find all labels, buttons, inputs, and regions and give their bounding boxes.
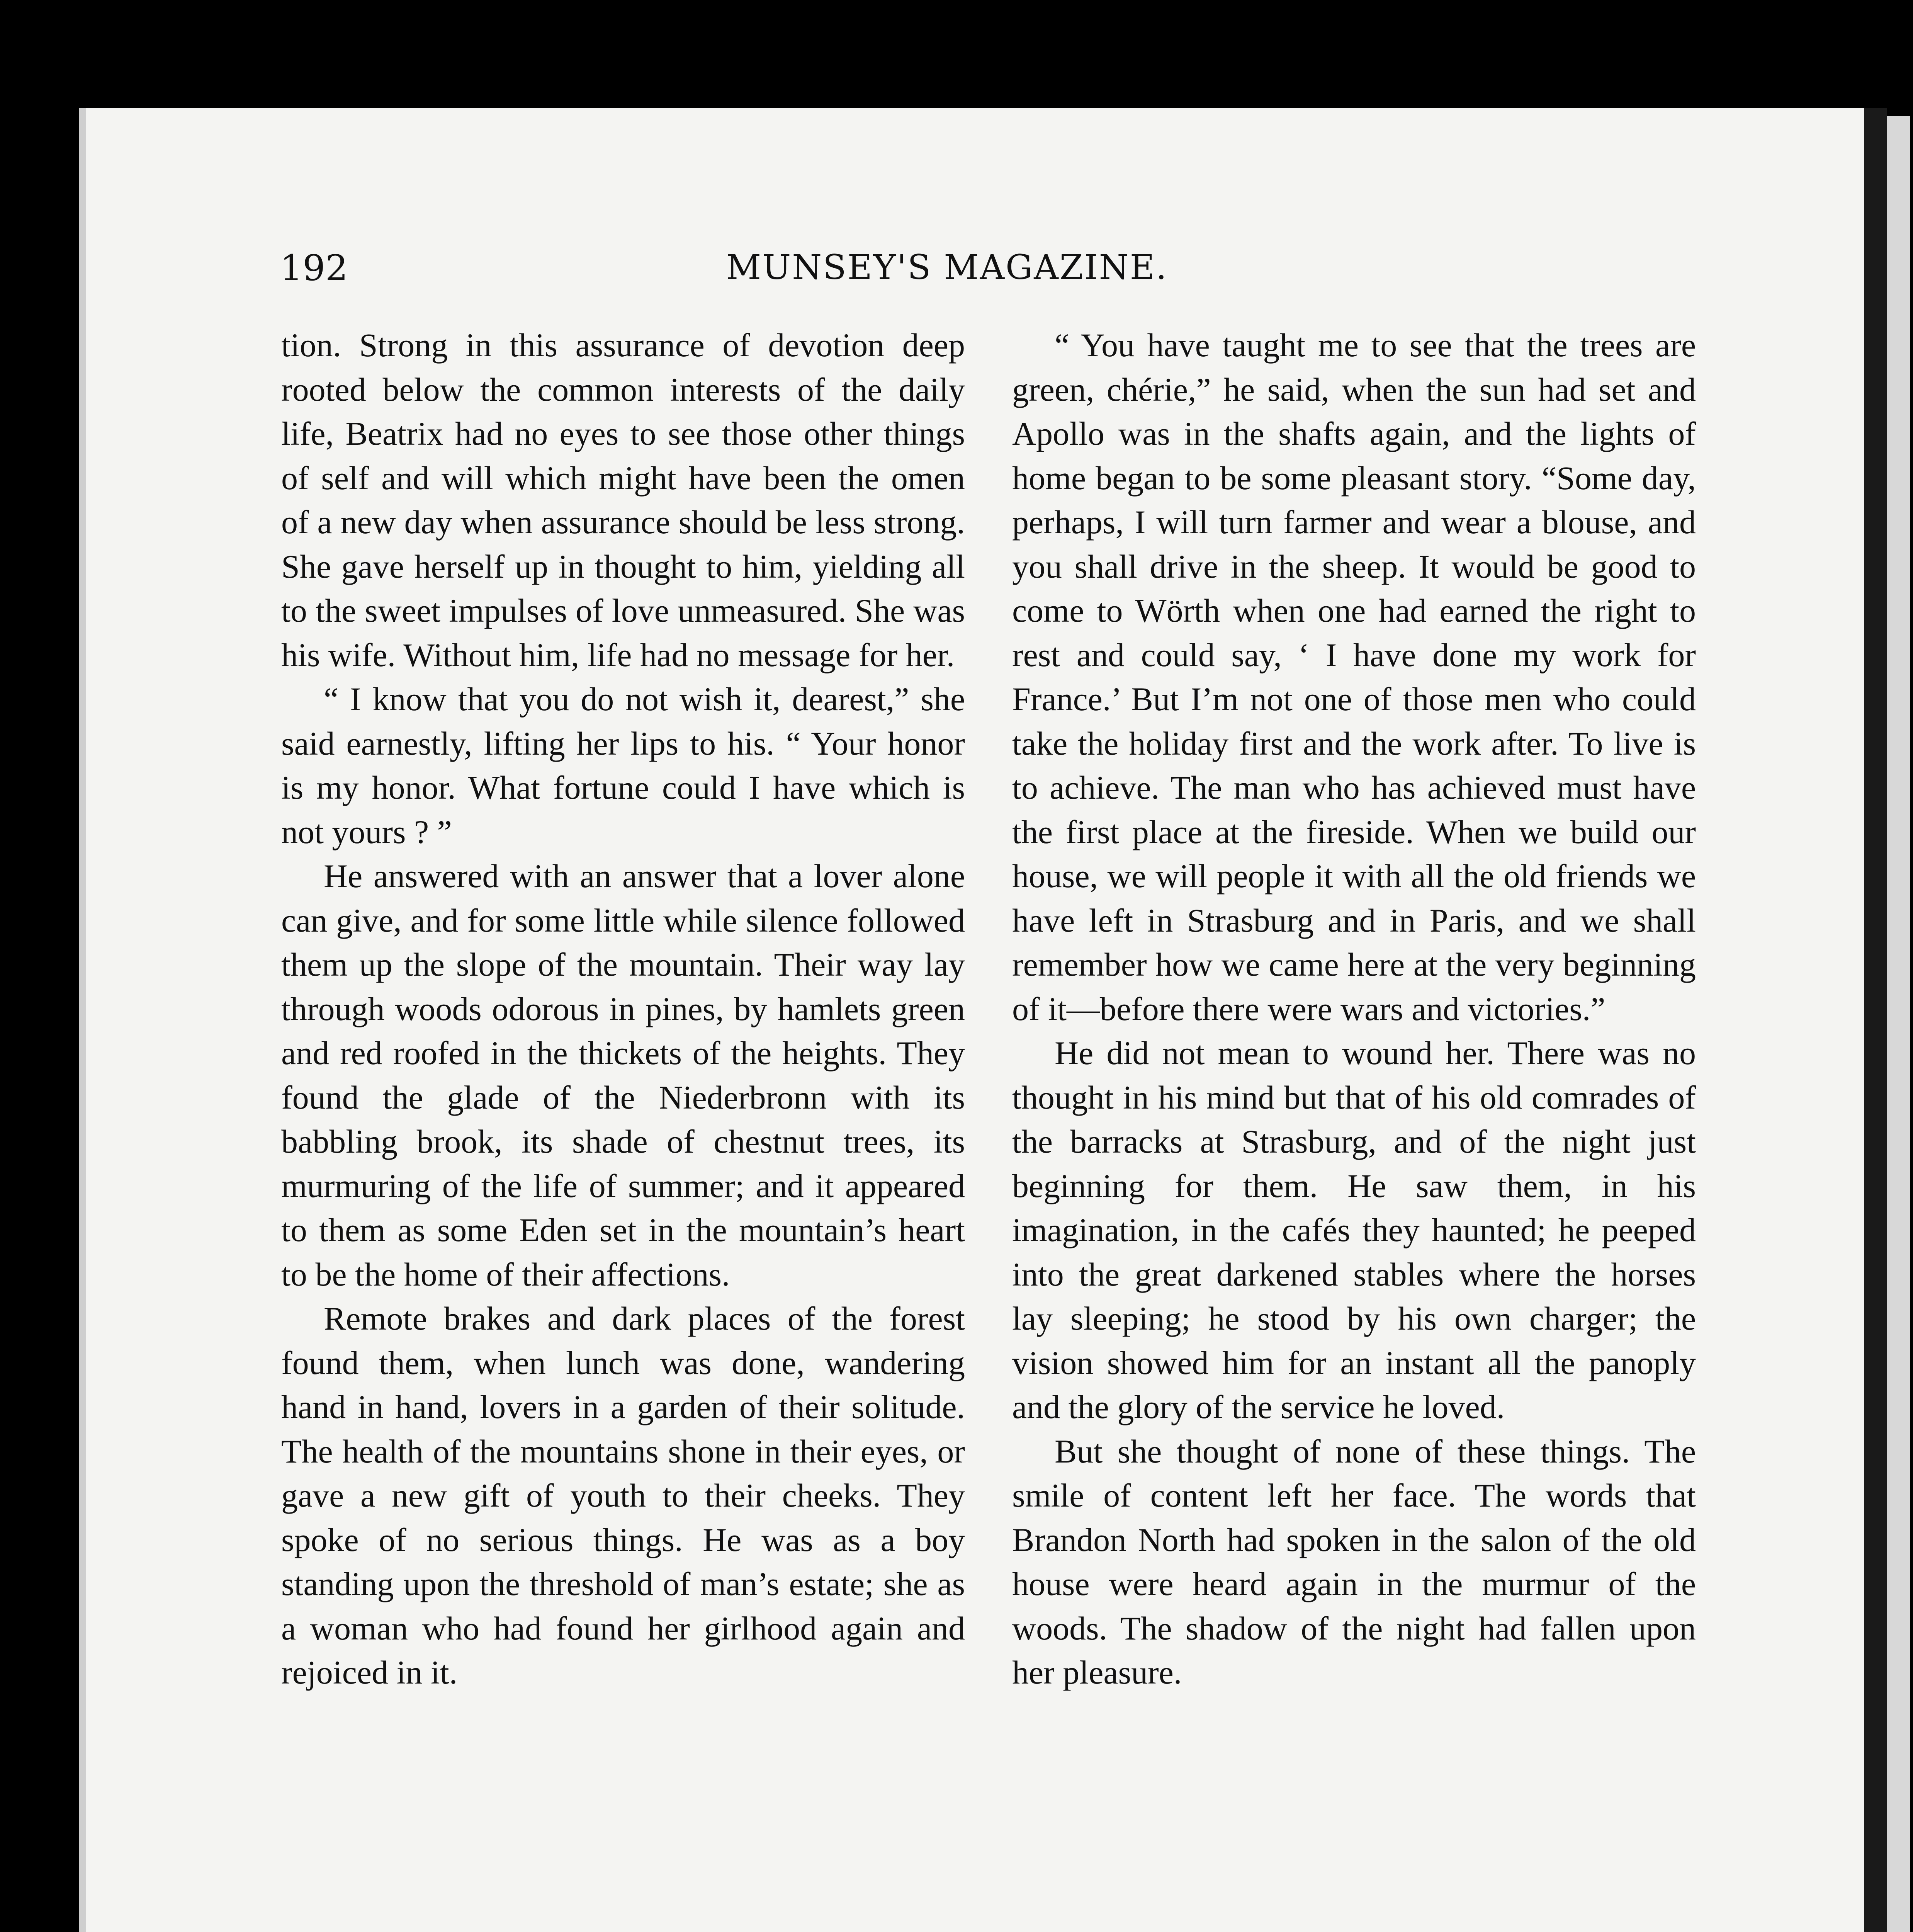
paragraph: He did not mean to wound her. There was no thought in his mind but that of his old comrades of the barracks at Strasburg, and of the night just beginning for them. He saw them, in his imagination, in the cafés they haunted; he peeped into the great darkened stables where the horses lay sleeping; he stood by his own charger; the vision showed him for an instant all the panoply and the glory of the service he loved. — [1012, 1034, 1696, 1425]
right-column — [1012, 323, 1696, 1695]
paragraph: “ You have taught me to see that the trees are green, chérie,” he said, when the sun had set and Apollo was in the shafts again, and the lights of home began to be some pleasant story. “Some day, perhaps, I will turn farmer and wear a blouse, and you shall drive in the sheep. It would be good to come to Wörth when one had earned the right to rest and could say, ‘ I have done my work for France.’ But I’m not one of those men who could take the holiday first and the work after. To live is to achieve. The man who has achieved must have the first place at the fireside. When we build our house, we will people it with all the old friends we have left in Strasburg and in Paris, and we shall remember how we came here at the very beginning of it—before there were wars and victories.” — [1012, 327, 1696, 1027]
running-head: MUNSEY'S MAGAZINE. — [726, 247, 1168, 287]
page-number: 192 — [280, 247, 348, 289]
paragraph: “ I know that you do not wish it, dearest,” she said earnestly, lifting her lips to his. “ Your honor is my honor. What fortune could I have which is not yours ? ” — [281, 680, 965, 850]
paragraph: He answered with an answer that a lover alone can give, and for some little while silence followed them up the slope of the mountain. Their way lay through woods odorous in pines, by hamlets green and red roofed in the thickets of the heights. They found the glade of the Niederbronn with its babbling brook, its shade of chestnut trees, its murmuring of the life of summer; and it appeared to them as some Eden set in the mountain’s heart to be the home of their affections. — [281, 857, 965, 1293]
left-column — [281, 323, 965, 1695]
paragraph: tion. Strong in this assurance of devotion deep rooted below the common interests of the daily life, Beatrix had no eyes to see those other things of self and will which might have been the omen of a new day when assurance should be less strong. She gave herself up in thought to him, yielding all to the sweet impulses of love unmeasured. She was his wife. Without him, life had no message for her. — [281, 327, 965, 673]
page-gutter — [1864, 108, 1887, 1932]
paragraph: Remote brakes and dark places of the forest found them, when lunch was done, wandering hand in hand, lovers in a garden of their solitude. The health of the mountains shone in their eyes, or gave a new gift of youth to their cheeks. They spoke of no serious things. He was as a boy standing upon the threshold of man’s estate; she as a woman who had found her girlhood again and rejoiced in it. — [281, 1300, 965, 1691]
facing-page-edge — [1887, 116, 1910, 1932]
paragraph: But she thought of none of these things. The smile of content left her face. The words that Brandon North had spoken in the salon of the old house were heard again in the murmur of the woods. The shadow of the night had fallen upon her pleasure. — [1012, 1432, 1696, 1691]
